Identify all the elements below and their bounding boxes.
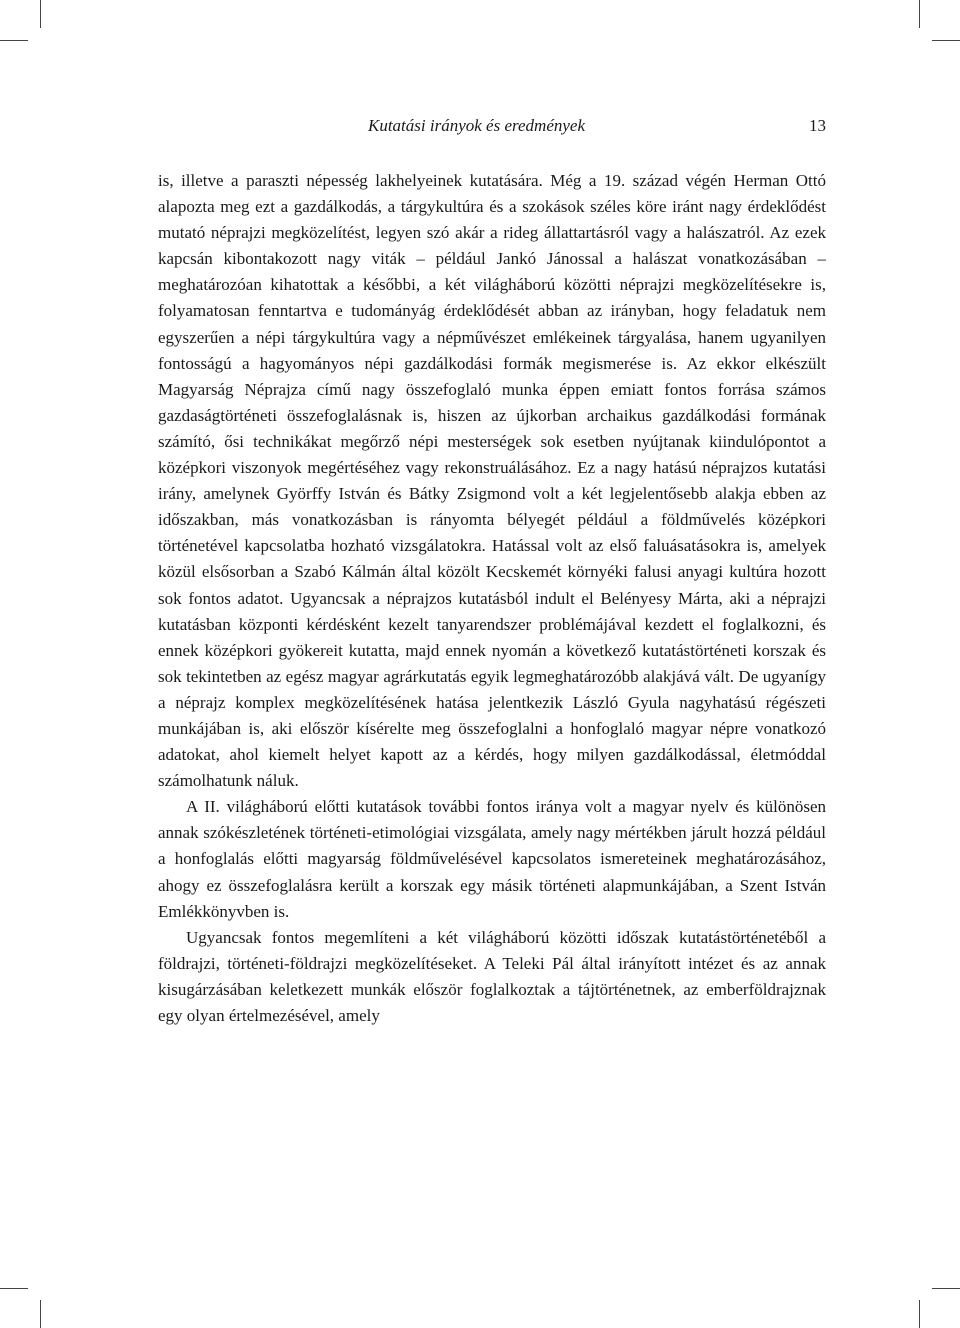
crop-mark-bottom-left-h (0, 1288, 28, 1289)
paragraph-1: is, illetve a paraszti népesség lakhelyeinek kutatására. Még a 19. század végén Herman Ottó alapozta meg ezt a gazdálkodás, a tárgykultúra és a szokások széles köre iránt nagy érdeklődést mutató néprajzi megközelítést, legyen szó akár a rideg állattartásról vagy a halászatról. Az ezek kapcsán kibontakozott nagy viták – például Jankó Jánossal a halászat vonatkozásában – meghatározóan kihatottak a későbbi, a két világháború közötti néprajzi megközelítésekre is, folyamatosan fenntartva e tudományág érdeklődését abban az irányban, hogy feladatuk nem egyszerűen a népi tárgykultúra vagy a népművészet emlékeinek tárgyalása, hanem ugyanilyen fontosságú a hagyományos népi gazdálkodási formák megismerése is. Az ekkor elkészült Magyarság Néprajza című nagy összefoglaló munka éppen emiatt fontos forrása számos gazdaságtörténeti összefoglalásnak is, hiszen az újkorban archaikus gazdálkodási formának számító, ősi technikákat megőrző népi mesterségek sok esetben nyújtanak kiindulópontot a középkori viszonyok megértéséhez vagy rekonstruálásához. Ez a nagy hatású néprajzos kutatási irány, amelynek Györffy István és Bátky Zsigmond volt a két legjelentősebb alakja ebben az időszakban, más vonatkozásban is rányomta bélyegét például a földművelés középkori történetével kapcsolatba hozható vizsgálatokra. Hatással volt az első faluásatásokra is, amelyek közül elsősorban a Szabó Kálmán által közölt Kecskemét környéki falusi anyagi kultúra hozott sok fontos adatot. Ugyancsak a néprajzos kutatásból indult el Belényesy Márta, aki a néprajzi kutatásban központi kérdésként kezelt tanyarendszer problémájával kezdett el foglalkozni, és ennek középkori gyökereit kutatta, majd ennek nyomán a következő kutatástörténeti korszak és sok tekintetben az egész magyar agrárkutatás egyik legmeghatározóbb alakjává vált. De ugyanígy a néprajz komplex megközelítésének hatása jelentkezik László Gyula nagyhatású régészeti munkájában is, aki először kísérelte meg összefoglalni a honfoglaló magyar népre vonatkozó adatokat, ahol kiemelt helyet kapott az a kérdés, hogy milyen gazdálkodással, életmóddal számolhatunk náluk. (158, 171, 826, 791)
crop-mark-bottom-right-v (919, 1300, 920, 1328)
body-text (158, 168, 826, 1029)
crop-mark-top-left-h (0, 40, 28, 41)
crop-mark-top-right-v (919, 0, 920, 28)
running-title: Kutatási irányok és eredmények (368, 116, 585, 135)
crop-mark-top-left-v (40, 0, 41, 28)
page-number: 13 (809, 116, 826, 135)
crop-mark-bottom-left-v (40, 1300, 41, 1328)
paragraph-2: A II. világháború előtti kutatások további fontos iránya volt a magyar nyelv és különösen annak szókészletének történeti-etimológiai vizsgálata, amely nagy mértékben járult hozzá például a honfoglalás előtti magyarság földművelésével kapcsolatos ismereteinek meghatározásához, ahogy ez összefoglalásra került a korszak egy másik történeti alapmunkájában, a Szent István Emlékkönyvben is. (158, 797, 826, 921)
crop-mark-bottom-right-h (932, 1288, 960, 1289)
crop-mark-top-right-h (932, 40, 960, 41)
running-header (158, 116, 826, 142)
paragraph-3: Ugyancsak fontos megemlíteni a két világháború közötti időszak kutatástörténetéből a földrajzi, történeti-földrajzi megközelítéseket. A Teleki Pál által irányított intézet és az annak kisugárzásában keletkezett munkák először foglalkoztak a tájtörténetnek, az emberföldrajznak egy olyan értelmezésével, amely (158, 927, 826, 1025)
